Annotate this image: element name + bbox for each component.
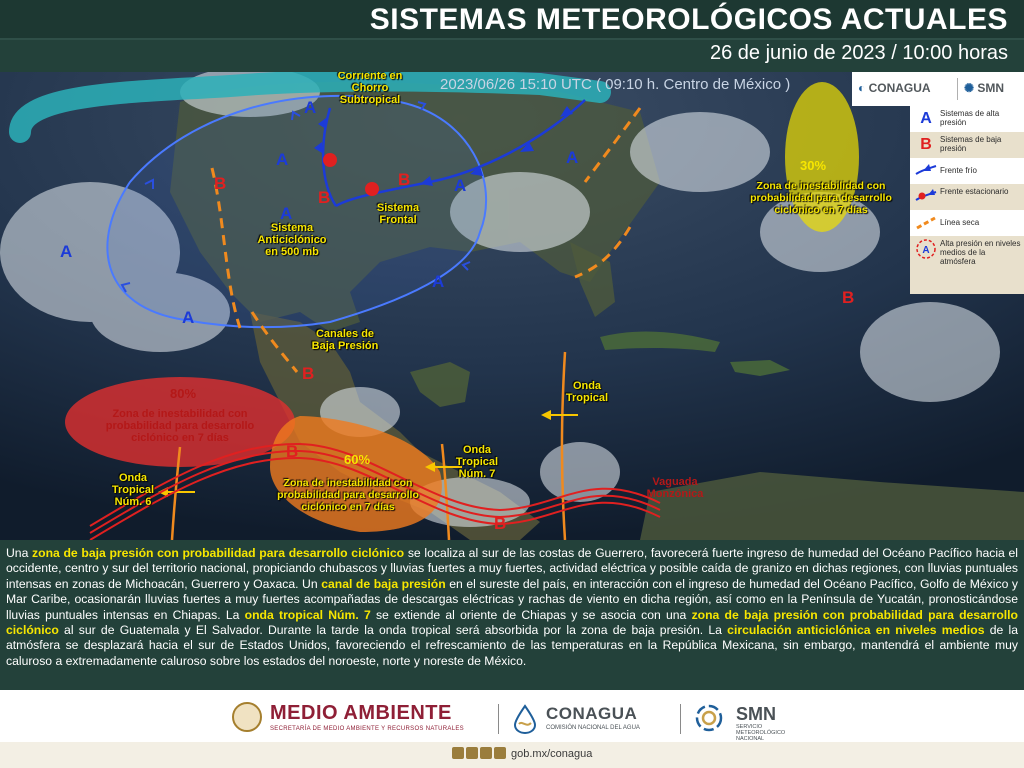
high-pressure-marker: A	[182, 308, 195, 327]
label-tropical-wave: Onda Tropical	[565, 380, 609, 404]
smn-swirl-icon	[693, 702, 725, 734]
legend-label: Frente frío	[940, 166, 977, 175]
footer-separator	[498, 704, 499, 734]
label-tropical-wave-7: Onda Tropical Núm. 7	[455, 444, 499, 480]
legend-item-dry-line	[910, 210, 1024, 236]
description-text: Una	[6, 546, 33, 560]
label-zone-80: Zona de inestabilidad con probabilidad para desarrollo ciclónico en 7 días	[105, 408, 255, 444]
pct-zone-60: 60%	[344, 452, 371, 467]
dry-line-icon	[914, 212, 938, 234]
legend-item-upper-high	[910, 236, 1024, 294]
map-brand-box	[852, 72, 1024, 106]
footer-separator	[680, 704, 681, 734]
legend-item-low	[910, 132, 1024, 158]
label-tropical-wave-6: Onda Tropical Núm. 6	[111, 472, 155, 508]
description-text: en el sureste del país, en interacción con el ingreso de humedad del Océano Pacífico, Golfo de México y Mar Caribe, ocasionarán lluvias fuertes a muy fuertes acompañadas de descargas eléctricas y rachas de viento en dicha región, así como en la Península de Yucatán, pronosticándose lluvias puntuales intensas en Chiapas. La	[6, 576, 1018, 622]
label-jet-stream: Corriente en Chorro Subtropical	[337, 72, 403, 106]
low-pressure-marker: B	[318, 188, 331, 207]
description-text: al sur de Guatemala y El Salvador. Durante la tarde la onda tropical será absorbida por la zona de baja presión. La	[58, 623, 728, 638]
cold-front-icon	[914, 160, 938, 182]
map-brand-conagua	[858, 81, 931, 95]
label-low-pressure-channels: Canales de Baja Presión	[311, 328, 379, 352]
label-anticyclone: Sistema Anticiclónico en 500 mb	[257, 222, 327, 258]
legend-label: Frente estacionario	[940, 187, 1009, 196]
legend-label: Sistemas de alta presión	[940, 109, 1000, 127]
footer	[0, 690, 1024, 768]
medio-ambiente-subtitle: SECRETARÍA DE MEDIO AMBIENTE Y RECURSOS NATURALES	[270, 726, 464, 732]
forecast-description	[0, 540, 1024, 690]
low-pressure-marker: B	[842, 288, 855, 307]
conagua-subtitle: COMISIÓN NACIONAL DEL AGUA	[546, 725, 640, 731]
description-text: se localiza al sur de las costas de Guerrero, favorecerá fuerte ingreso de humedad del Océano Pacífico hacia el occidente, centro y sur del territorio nacional, propiciando chubascos y lluvias fuertes a muy fuertes, actividad eléctrica y posible caída de granizo en dichas regiones, con lluvias puntuales intensas en zonas de Michoacán, Guerrero y Oaxaca. Un	[6, 546, 1019, 591]
legend-label: Alta presión en niveles medios de la atmósfera	[940, 239, 1021, 266]
stationary-front-icon	[914, 186, 938, 208]
high-pressure-marker: A	[304, 98, 317, 117]
footer-bottom-band	[0, 742, 1024, 768]
low-pressure-marker: B	[214, 174, 227, 193]
map-brand-smn-text: SMN	[977, 81, 1005, 95]
social-links	[452, 747, 592, 760]
label-frontal-system: Sistema Frontal	[376, 202, 420, 226]
conagua-drop-icon	[512, 704, 538, 734]
upper-high-icon	[914, 238, 938, 260]
high-pressure-marker: A	[60, 242, 73, 261]
legend-item-cold-front	[910, 158, 1024, 184]
highlighted-phrase: zona de baja presión con probabilidad para desarrollo ciclónico	[32, 546, 405, 560]
high-pressure-marker: A	[280, 204, 293, 223]
medio-ambiente-logo: MEDIO AMBIENTE	[270, 702, 452, 724]
label-zone-30: Zona de inestabilidad con probabilidad para desarrollo ciclónico en 7 días	[750, 180, 892, 216]
forecast-paragraph	[6, 546, 1018, 669]
instagram-icon[interactable]	[480, 747, 492, 759]
twitter-icon[interactable]	[466, 747, 478, 759]
legend-item-stationary-front	[910, 184, 1024, 210]
map-graphics	[0, 72, 1024, 540]
low-pressure-marker: B	[286, 442, 299, 461]
upper-high-icon-letter: A	[922, 245, 930, 256]
smn-logo: SMN	[736, 704, 776, 724]
map-legend	[910, 106, 1024, 294]
satellite-timestamp: 2023/06/26 15:10 UTC ( 09:10 h. Centro de México )	[440, 76, 791, 93]
map-brand-conagua-text: CONAGUA	[868, 81, 931, 95]
high-pressure-marker: A	[454, 176, 467, 195]
description-text: de la atmósfera se desplazará hacia el sur de Estados Unidos, favoreciendo el refrescamiento de las temperaturas en la República Mexicana, sin embargo, mantendrá el ambiente muy caluroso a extremadamente caluroso sobre los estados del noroeste, norte y noreste de México.	[6, 623, 1018, 668]
page-title: SISTEMAS METEOROLÓGICOS ACTUALES	[369, 3, 1008, 36]
legend-item-high	[910, 106, 1024, 132]
highlighted-phrase: zona de baja presión con probabilidad para desarrollo ciclónico	[6, 607, 1018, 638]
high-pressure-marker: A	[566, 148, 579, 167]
brand-separator	[957, 78, 958, 100]
satellite-map	[0, 72, 1024, 540]
website-link[interactable]: gob.mx/conagua	[511, 748, 593, 760]
header	[0, 0, 1024, 72]
bulletin-date: 26 de junio de 2023 / 10:00 horas	[709, 42, 1008, 64]
legend-label: Sistemas de baja presión	[940, 135, 1002, 153]
description-text: se extiende al oriente de Chiapas y se asocia con una	[370, 607, 692, 622]
smn-swirl-icon: ✺	[964, 81, 978, 95]
highlighted-phrase: onda tropical Núm. 7	[244, 607, 371, 622]
low-pressure-marker: B	[302, 364, 315, 383]
legend-label: Línea seca	[940, 218, 980, 227]
label-zone-60: Zona de inestabilidad con probabilidad para desarrollo ciclónico en 7 días	[277, 477, 419, 513]
high-pressure-marker: A	[432, 272, 445, 291]
conagua-logo: CONAGUA	[546, 704, 638, 723]
conagua-drop-icon: ◐	[858, 81, 869, 95]
highlighted-phrase: circulación anticiclónica en niveles medios	[727, 623, 985, 638]
facebook-icon[interactable]	[452, 747, 464, 759]
label-monsoon-trough: Vaguada Monzónica	[646, 476, 704, 500]
youtube-icon[interactable]	[494, 747, 506, 759]
low-pressure-icon: B	[920, 136, 932, 153]
high-pressure-marker: A	[276, 150, 289, 169]
smn-subtitle: SERVICIO METEOROLÓGICO NACIONAL	[736, 724, 786, 742]
highlighted-phrase: canal de baja presión	[321, 576, 446, 591]
high-pressure-icon: A	[920, 110, 932, 127]
map-brand-smn	[964, 81, 1004, 95]
pct-zone-80: 80%	[170, 386, 197, 401]
medio-ambiente-seal-icon	[232, 702, 262, 732]
low-pressure-marker: B	[494, 514, 507, 533]
pct-zone-30: 30%	[800, 158, 827, 173]
low-pressure-marker: B	[398, 170, 411, 189]
